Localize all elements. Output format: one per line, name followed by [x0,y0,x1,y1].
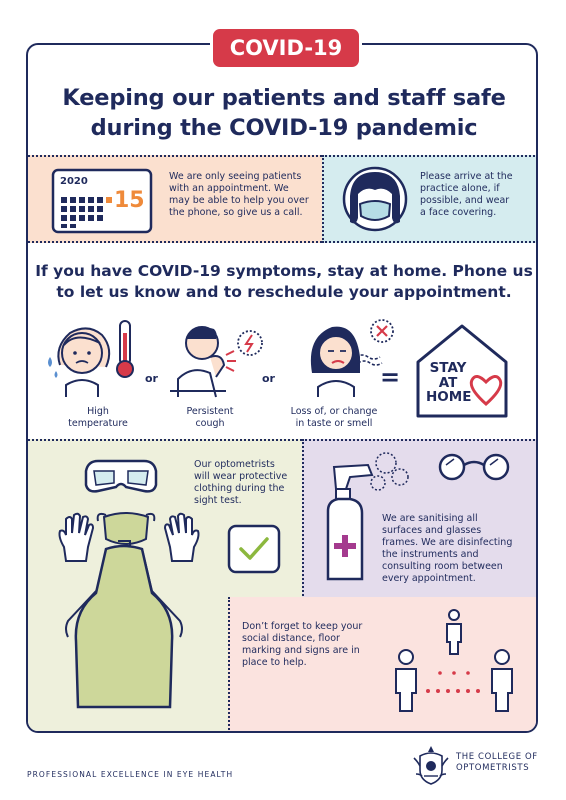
college-line-2: OPTOMETRISTS [456,763,530,773]
cough-label-line-1: Persistent [186,406,234,417]
face-mask-person-icon [342,166,408,232]
checkmark-icon [228,525,280,573]
apron-icon [56,541,196,711]
sanitise-line-4: the instruments and [382,549,479,560]
high-temperature-icon [40,317,140,397]
arrive-line-2: practice alone, if [420,183,500,194]
symptom-label-taste-smell [274,406,394,429]
sanitise-line-5: consulting room between [382,561,503,572]
cough-label-line-2: cough [195,417,225,429]
or-separator-2: or [262,372,275,385]
covid-badge: COVID-19 [210,26,362,70]
appointment-line-1: We are only seeing patients [169,171,302,182]
temperature-label-line-2: temperature [68,417,128,429]
arrive-line-3: possible, and wear [420,195,510,206]
appointment-text [169,171,319,219]
protective-line-2: will wear protective [194,471,288,482]
distance-line-1: Don’t forget to keep your [242,621,363,632]
arrive-text [420,171,538,219]
glasses-icon [434,453,514,481]
taste-smell-label-line-2: in taste or smell [295,417,373,429]
symptoms-heading [28,261,538,303]
temperature-label-line-1: High [87,406,109,417]
college-crest-logo [412,744,450,786]
or-separator-1: or [145,372,158,385]
distance-line-3: marking and signs are in [242,645,360,656]
sanitise-line-2: surfaces and glasses [382,525,482,536]
poster-title [28,83,538,143]
arrive-line-4: a face covering. [420,207,497,218]
appointment-line-4: the phone, so give us a call. [169,207,303,218]
sanitise-line-1: We are sanitising all [382,513,478,524]
symptom-label-cough [160,406,260,429]
protective-line-4: sight test. [194,495,242,506]
at-line: AT [438,374,458,391]
protective-line-1: Our optometrists [194,459,275,470]
college-name [456,752,538,774]
distance-text [242,621,392,669]
social-distance-figures-icon [392,607,516,717]
sanitise-text [382,513,532,585]
stay-line: STAY [429,360,467,376]
symptoms-heading-line-1: If you have COVID-19 symptoms, stay at home. Phone us [35,262,533,280]
poster-frame [26,43,538,733]
footer-tagline: PROFESSIONAL EXCELLENCE IN EYE HEALTH [27,770,234,779]
title-line-1: Keeping our patients and staff safe [62,85,506,111]
stay-at-home-text [426,361,470,405]
protective-text [194,459,304,507]
college-line-1: THE COLLEGE OF [456,752,538,762]
distance-line-4: place to help. [242,657,307,668]
sanitise-line-6: every appointment. [382,573,476,584]
appointment-line-3: may be able to help you over [169,195,309,206]
symptoms-heading-line-2: to let us know and to reschedule your appointment. [56,283,512,301]
equals-sign: = [380,363,401,391]
calendar-day: 15 [114,188,145,213]
goggles-icon [84,457,158,495]
taste-smell-label-line-1: Loss of, or change [290,406,378,417]
distance-line-2: social distance, floor [242,633,340,644]
home-line: HOME [426,389,472,405]
appointment-line-2: with an appointment. We [169,183,289,194]
calendar-year: 2020 [60,176,88,187]
sanitise-line-3: frames. We are disinfecting [382,537,513,548]
protective-line-3: clothing during the [194,483,285,494]
symptom-label-temperature [48,406,148,429]
persistent-cough-icon [170,317,270,397]
arrive-line-1: Please arrive at the [420,171,513,182]
title-line-2: during the COVID-19 pandemic [90,115,478,141]
